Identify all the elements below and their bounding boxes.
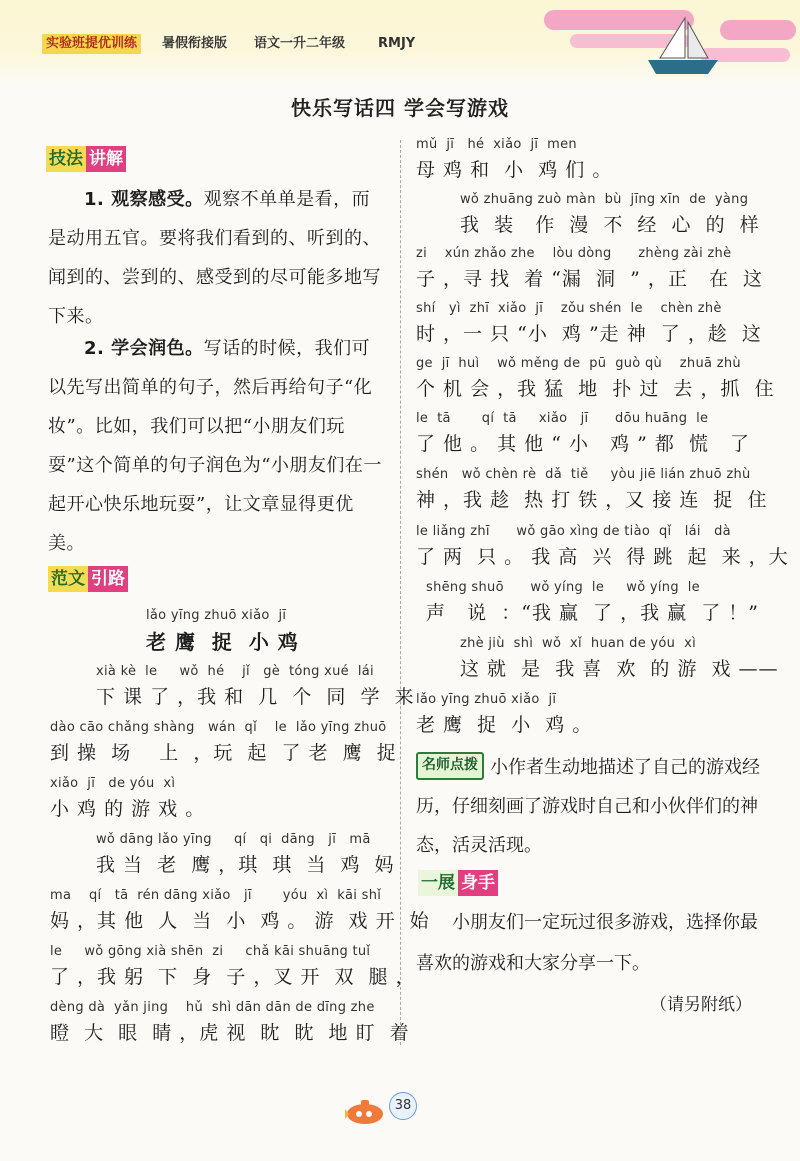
text-line: 了 ，我 躬 下 身 子 ，叉 开 双 腿 ， xyxy=(50,966,416,988)
pinyin-line: lǎo yīng zhuō xiǎo jī xyxy=(416,692,557,707)
method-paragraph-1: 1. 观察感受。观察不单单是看，而是动用五官。要将我们看到的、听到的、闻到的、尝到的、感受到的尽可能多地写下来。 xyxy=(48,189,381,327)
text-line: 了 他 。 其 他 “ 小 鸡 ” 都 慌 了 xyxy=(416,433,751,455)
pinyin-line: dào cāo chǎng shàng wán qǐ le lǎo yīng zhuō xyxy=(50,720,387,735)
pinyin-line: wǒ dāng lǎo yīng qí qi dāng jī mā xyxy=(96,832,371,847)
text-line: 神 ，我 趁 热 打 铁 ，又 接 连 捉 住 xyxy=(416,489,768,511)
pinyin-line: xià kè le wǒ hé jǐ gè tóng xué lái xyxy=(96,664,374,679)
pinyin-line: mǔ jī hé xiǎo jī men xyxy=(416,137,577,152)
pinyin-line: wǒ zhuāng zuò màn bù jīng xīn de yàng xyxy=(460,192,749,207)
sample-badge: 范文 引路 xyxy=(48,566,128,592)
text-line: 了 两 只 。 我 高 兴 得 跳 起 来 ，大 xyxy=(416,546,789,568)
teacher-comment-text: 小作者生动地描述了自己的游戏经历，仔细刻画了游戏时自己和小伙伴们的神态，活灵活现。 xyxy=(416,757,760,856)
text-line: 我 装 作 漫 不 经 心 的 样 xyxy=(460,214,760,236)
submarine-icon xyxy=(343,1097,387,1127)
method-point-1: 1. 观察感受。 xyxy=(84,189,204,210)
pinyin-line: le tā qí tā xiǎo jī dōu huāng le xyxy=(416,411,709,426)
pinyin-line: zhè jiù shì wǒ xǐ huan de yóu xì xyxy=(460,636,696,651)
pinyin-line: ma qí tā rén dāng xiǎo jī yóu xì kāi shǐ xyxy=(50,888,382,903)
pinyin-line: le liǎng zhī wǒ gāo xìng de tiào qǐ lái dà xyxy=(416,524,731,539)
pinyin-line: shēng shuō wǒ yíng le wǒ yíng le xyxy=(426,580,700,595)
text-line: 到 操 场 上 ，玩 起 了 老 鹰 捉 xyxy=(50,742,397,764)
series-name: 实验班提优训练 xyxy=(42,34,141,54)
page-title: 快乐写话四 学会写游戏 xyxy=(291,96,509,120)
pinyin-line: ge jī huì wǒ měng de pū guò qù zhuā zhù xyxy=(416,356,741,371)
method-paragraph-2: 2. 学会润色。写话的时候，我们可以先写出简单的句子，然后再给句子“化妆”。比如，我们可以把“小朋友们玩耍”这个简单的句子润色为“小朋友们在一起开心快乐地玩耍”，让文章显得更优美。 xyxy=(48,338,382,554)
pinyin-line: xiǎo jī de yóu xì xyxy=(50,776,176,791)
text-line: 个 机 会 ，我 猛 地 扑 过 去 ，抓 住 xyxy=(416,378,775,400)
teacher-badge: 名师点拨 xyxy=(416,752,484,780)
teacher-comment xyxy=(416,748,762,865)
sailboat-icon xyxy=(540,0,800,86)
pinyin-line: shí yì zhī xiǎo jī zǒu shén le chèn zhè xyxy=(416,301,722,316)
edition-label: 暑假衔接版 xyxy=(162,36,228,51)
pinyin-line: le wǒ gōng xià shēn zi chǎ kāi shuāng tuǐ xyxy=(50,944,371,959)
method-badge: 技法 讲解 xyxy=(46,146,126,172)
text-line: 小 鸡 的 游 戏 。 xyxy=(50,798,206,820)
text-line: 瞪 大 眼 睛 ，虎 视 眈 眈 地 盯 着 xyxy=(50,1022,410,1044)
page-header xyxy=(0,0,800,86)
grade-label: 语文一升二年级 xyxy=(254,36,346,51)
text-line: 我 当 老 鹰 ，琪 琪 当 鸡 妈 xyxy=(96,854,395,876)
text-line: 母 鸡 和 小 鸡 们 。 xyxy=(416,159,613,181)
text-line: 时 ，一 只 “小 鸡 ”走 神 了 ，趁 这 xyxy=(416,323,762,345)
sample-title-pinyin: lǎo yīng zhuō xiǎo jī xyxy=(146,608,287,623)
practice-task: 小朋友们一定玩过很多游戏，选择你最喜欢的游戏和大家分享一下。 xyxy=(416,912,758,974)
text-line: 声 说 ：“我 赢 了 ，我 赢 了 ！” xyxy=(426,602,759,624)
sample-title: 老 鹰 捉 小 鸡 xyxy=(146,630,299,654)
page-number: 38 xyxy=(389,1092,417,1120)
text-line: 妈 ，其 他 人 当 小 鸡 。 游 戏 开 始 xyxy=(50,910,430,932)
practice-note: （请另附纸） xyxy=(650,995,752,1015)
pinyin-line: zi xún zhǎo zhe lòu dòng zhèng zài zhè xyxy=(416,246,732,261)
text-line: 老 鹰 捉 小 鸡 。 xyxy=(416,714,593,736)
pinyin-line: dèng dà yǎn jing hǔ shì dān dān de dīng zhe xyxy=(50,1000,375,1015)
text-line: 下 课 了 ，我 和 几 个 同 学 来 xyxy=(96,686,415,708)
text-line: 这 就 是 我 喜 欢 的 游 戏 —— xyxy=(460,658,779,680)
practice-badge: 一展 身手 xyxy=(418,870,498,896)
method-point-2: 2. 学会润色。 xyxy=(84,338,204,359)
text-line: 子 ，寻 找 着 “漏 洞 ” ，正 在 这 xyxy=(416,268,764,290)
edition-code: RMJY xyxy=(378,36,416,51)
pinyin-line: shén wǒ chèn rè dǎ tiě yòu jiē lián zhuō zhù xyxy=(416,467,751,482)
